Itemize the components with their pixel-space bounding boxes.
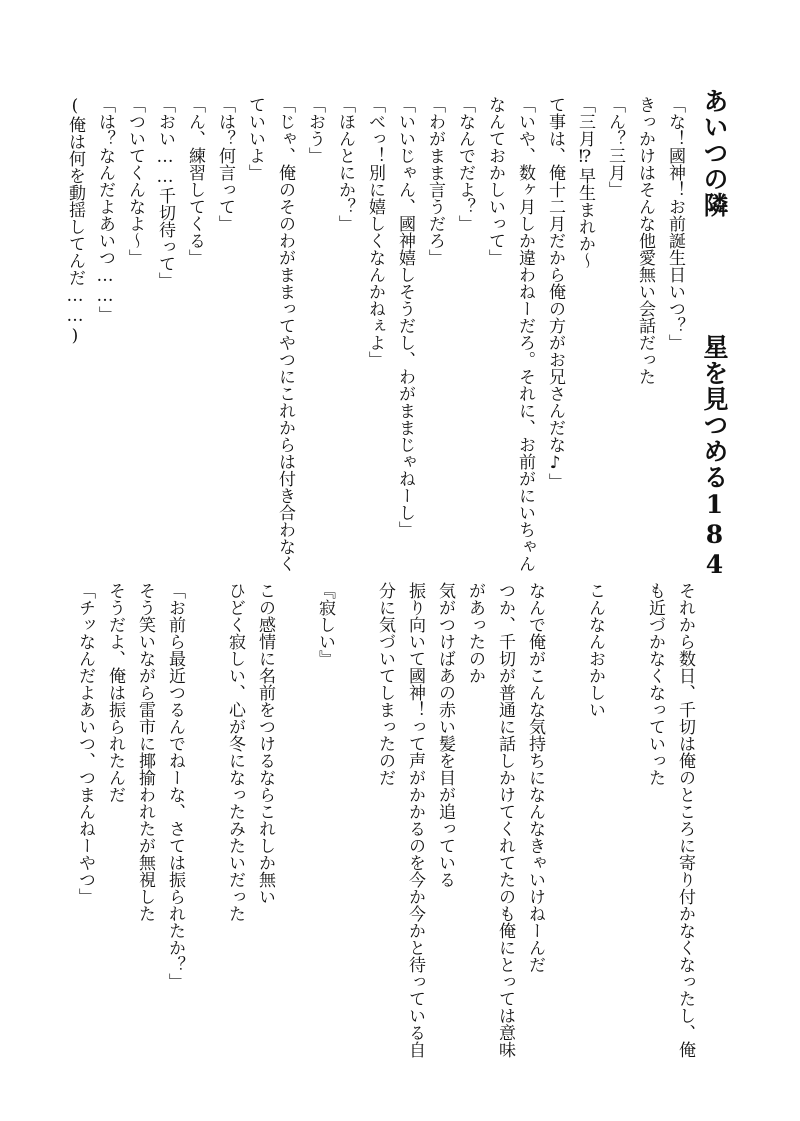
text-line: 「ん？三月」 xyxy=(605,96,625,198)
text-line: 「ほんとにか？」 xyxy=(335,96,355,232)
text-line: 「わがまま言うだろ」 xyxy=(425,96,445,266)
blank-line xyxy=(280,582,310,912)
text-line: ひどく寂しい、心が冬になったみたいだった xyxy=(225,582,245,922)
text-line: なんで俺がこんな気持ちになんなきゃいけねーんだ xyxy=(525,582,545,973)
blank-line xyxy=(190,582,220,912)
text-line: 気がつけばあの赤い髪を目が追っている xyxy=(435,582,455,888)
text-line: この感情に名前をつけるならこれしか無い xyxy=(255,582,275,905)
text-line: があったのか xyxy=(465,582,485,684)
text-line: 分に気づいてしまったのだ xyxy=(375,582,395,786)
text-block-bottom xyxy=(75,582,700,1058)
text-line: も近づかなくなっていった xyxy=(645,582,665,786)
text-line: そう笑いながら雷市に揶揄われたが無視した xyxy=(135,582,155,922)
text-line: 「三月⁉早生まれか〜 xyxy=(575,96,595,269)
blank-line xyxy=(340,582,370,912)
text-line: 「なんでだよ？」 xyxy=(455,96,475,232)
page-subtitle: 星を見つめる184 xyxy=(700,334,729,580)
text-line: 「ん、練習してくる」 xyxy=(185,96,205,266)
text-line: 「いや、数ヶ月しか違わねーだろ。それに、お前がにいちゃん xyxy=(515,96,535,572)
text-line: 振り向いて國神！って声がかかるのを今か今かと待っている自 xyxy=(405,582,425,1058)
text-line: 「いいじゃん、國神嬉しそうだし、わがままじゃねーし」 xyxy=(395,96,415,538)
text-line: ていいよ」 xyxy=(245,96,265,181)
text-line: つか、千切が普通に話しかけてくれてたのも俺にとっては意味 xyxy=(495,582,515,1058)
text-line: なんておかしいって」 xyxy=(485,96,505,266)
text-line: それから数日、千切は俺のところに寄り付かなくなったし、俺 xyxy=(675,582,695,1058)
blank-line xyxy=(610,582,640,912)
page-title: あいつの隣 xyxy=(700,88,729,218)
text-line: こんなんおかしい xyxy=(585,582,605,718)
text-line: 「は？何言って」 xyxy=(215,96,235,232)
text-line: 「ついてくんなよ〜」 xyxy=(125,96,145,266)
text-line: 「じゃ、俺のそのわがままってやつにこれからは付き合わなく xyxy=(275,96,295,572)
text-line: 「お前ら最近つるんでねーな、さては振られたか？」 xyxy=(165,582,185,990)
text-line: そうだよ、俺は振られたんだ xyxy=(105,582,125,803)
text-line: 「おい……千切待って」 xyxy=(155,96,175,289)
blank-line xyxy=(550,582,580,912)
text-line: 「チッなんだよあいつ、つまんねーやつ」 xyxy=(75,582,95,905)
text-line: 「べっ！別に嬉しくなんかねぇよ」 xyxy=(365,96,385,368)
text-line: (俺は何を動揺してんだ……) xyxy=(65,96,85,346)
text-line: 「は？なんだよあいつ……」 xyxy=(95,96,115,323)
text-block-top xyxy=(65,96,690,572)
text-line: 「おう」 xyxy=(305,96,325,164)
text-line: 『寂しい』 xyxy=(315,582,335,667)
text-line: 「な！國神！お前誕生日いつ？」 xyxy=(665,96,685,351)
text-line: て事は、俺十二月だから俺の方がお兄さんだな♪」 xyxy=(545,96,565,490)
text-line: きっかけはそんな他愛無い会話だった xyxy=(635,96,655,385)
